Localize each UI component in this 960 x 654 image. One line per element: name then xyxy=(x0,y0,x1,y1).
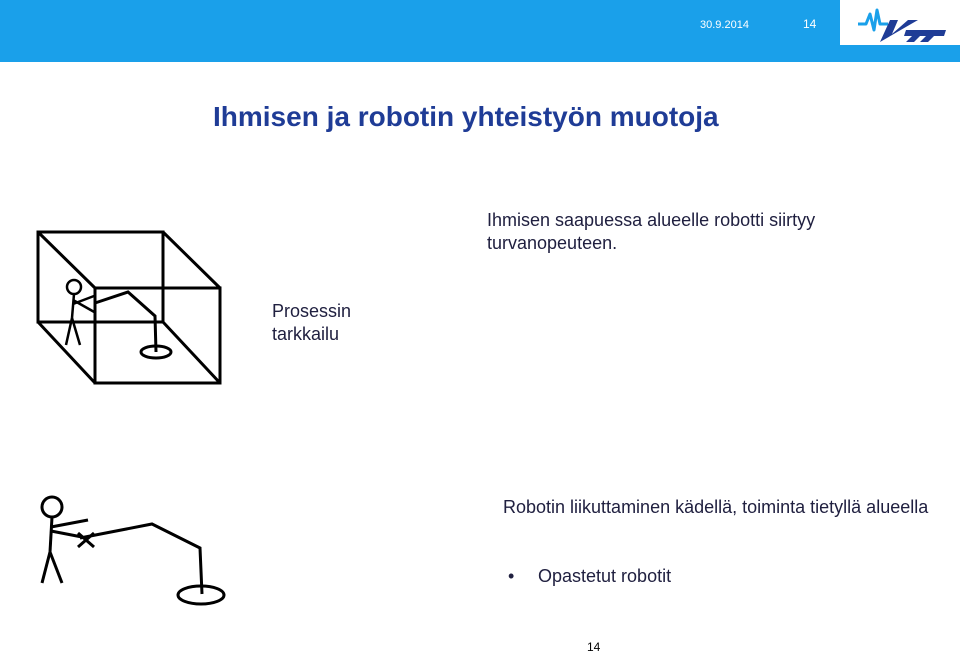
robot-arm-guided xyxy=(78,524,224,604)
bullet-item: Opastetut robotit xyxy=(538,566,672,586)
header-page-number: 14 xyxy=(803,17,817,31)
person-guiding xyxy=(42,497,88,583)
slide-title: Ihmisen ja robotin yhteistyön muotoja xyxy=(213,101,719,132)
caption-process-monitoring: Prosessin tarkkailu xyxy=(272,301,352,344)
person-in-cell xyxy=(66,280,96,345)
header-date: 30.9.2014 xyxy=(700,19,749,31)
caption-hand-guiding: Robotin liikuttaminen kädellä, toiminta tietyllä alueella xyxy=(503,497,929,517)
caption-speed-reduction: Ihmisen saapuessa alueelle robotti siirtyy turvanopeuteen. xyxy=(487,210,816,253)
robot-arm-in-cell xyxy=(95,292,171,358)
robot-cell-illustration xyxy=(38,232,220,383)
logo-text: VTT xyxy=(906,20,908,21)
bullet-marker: • xyxy=(508,566,515,586)
footer-page-number: 14 xyxy=(587,640,601,654)
